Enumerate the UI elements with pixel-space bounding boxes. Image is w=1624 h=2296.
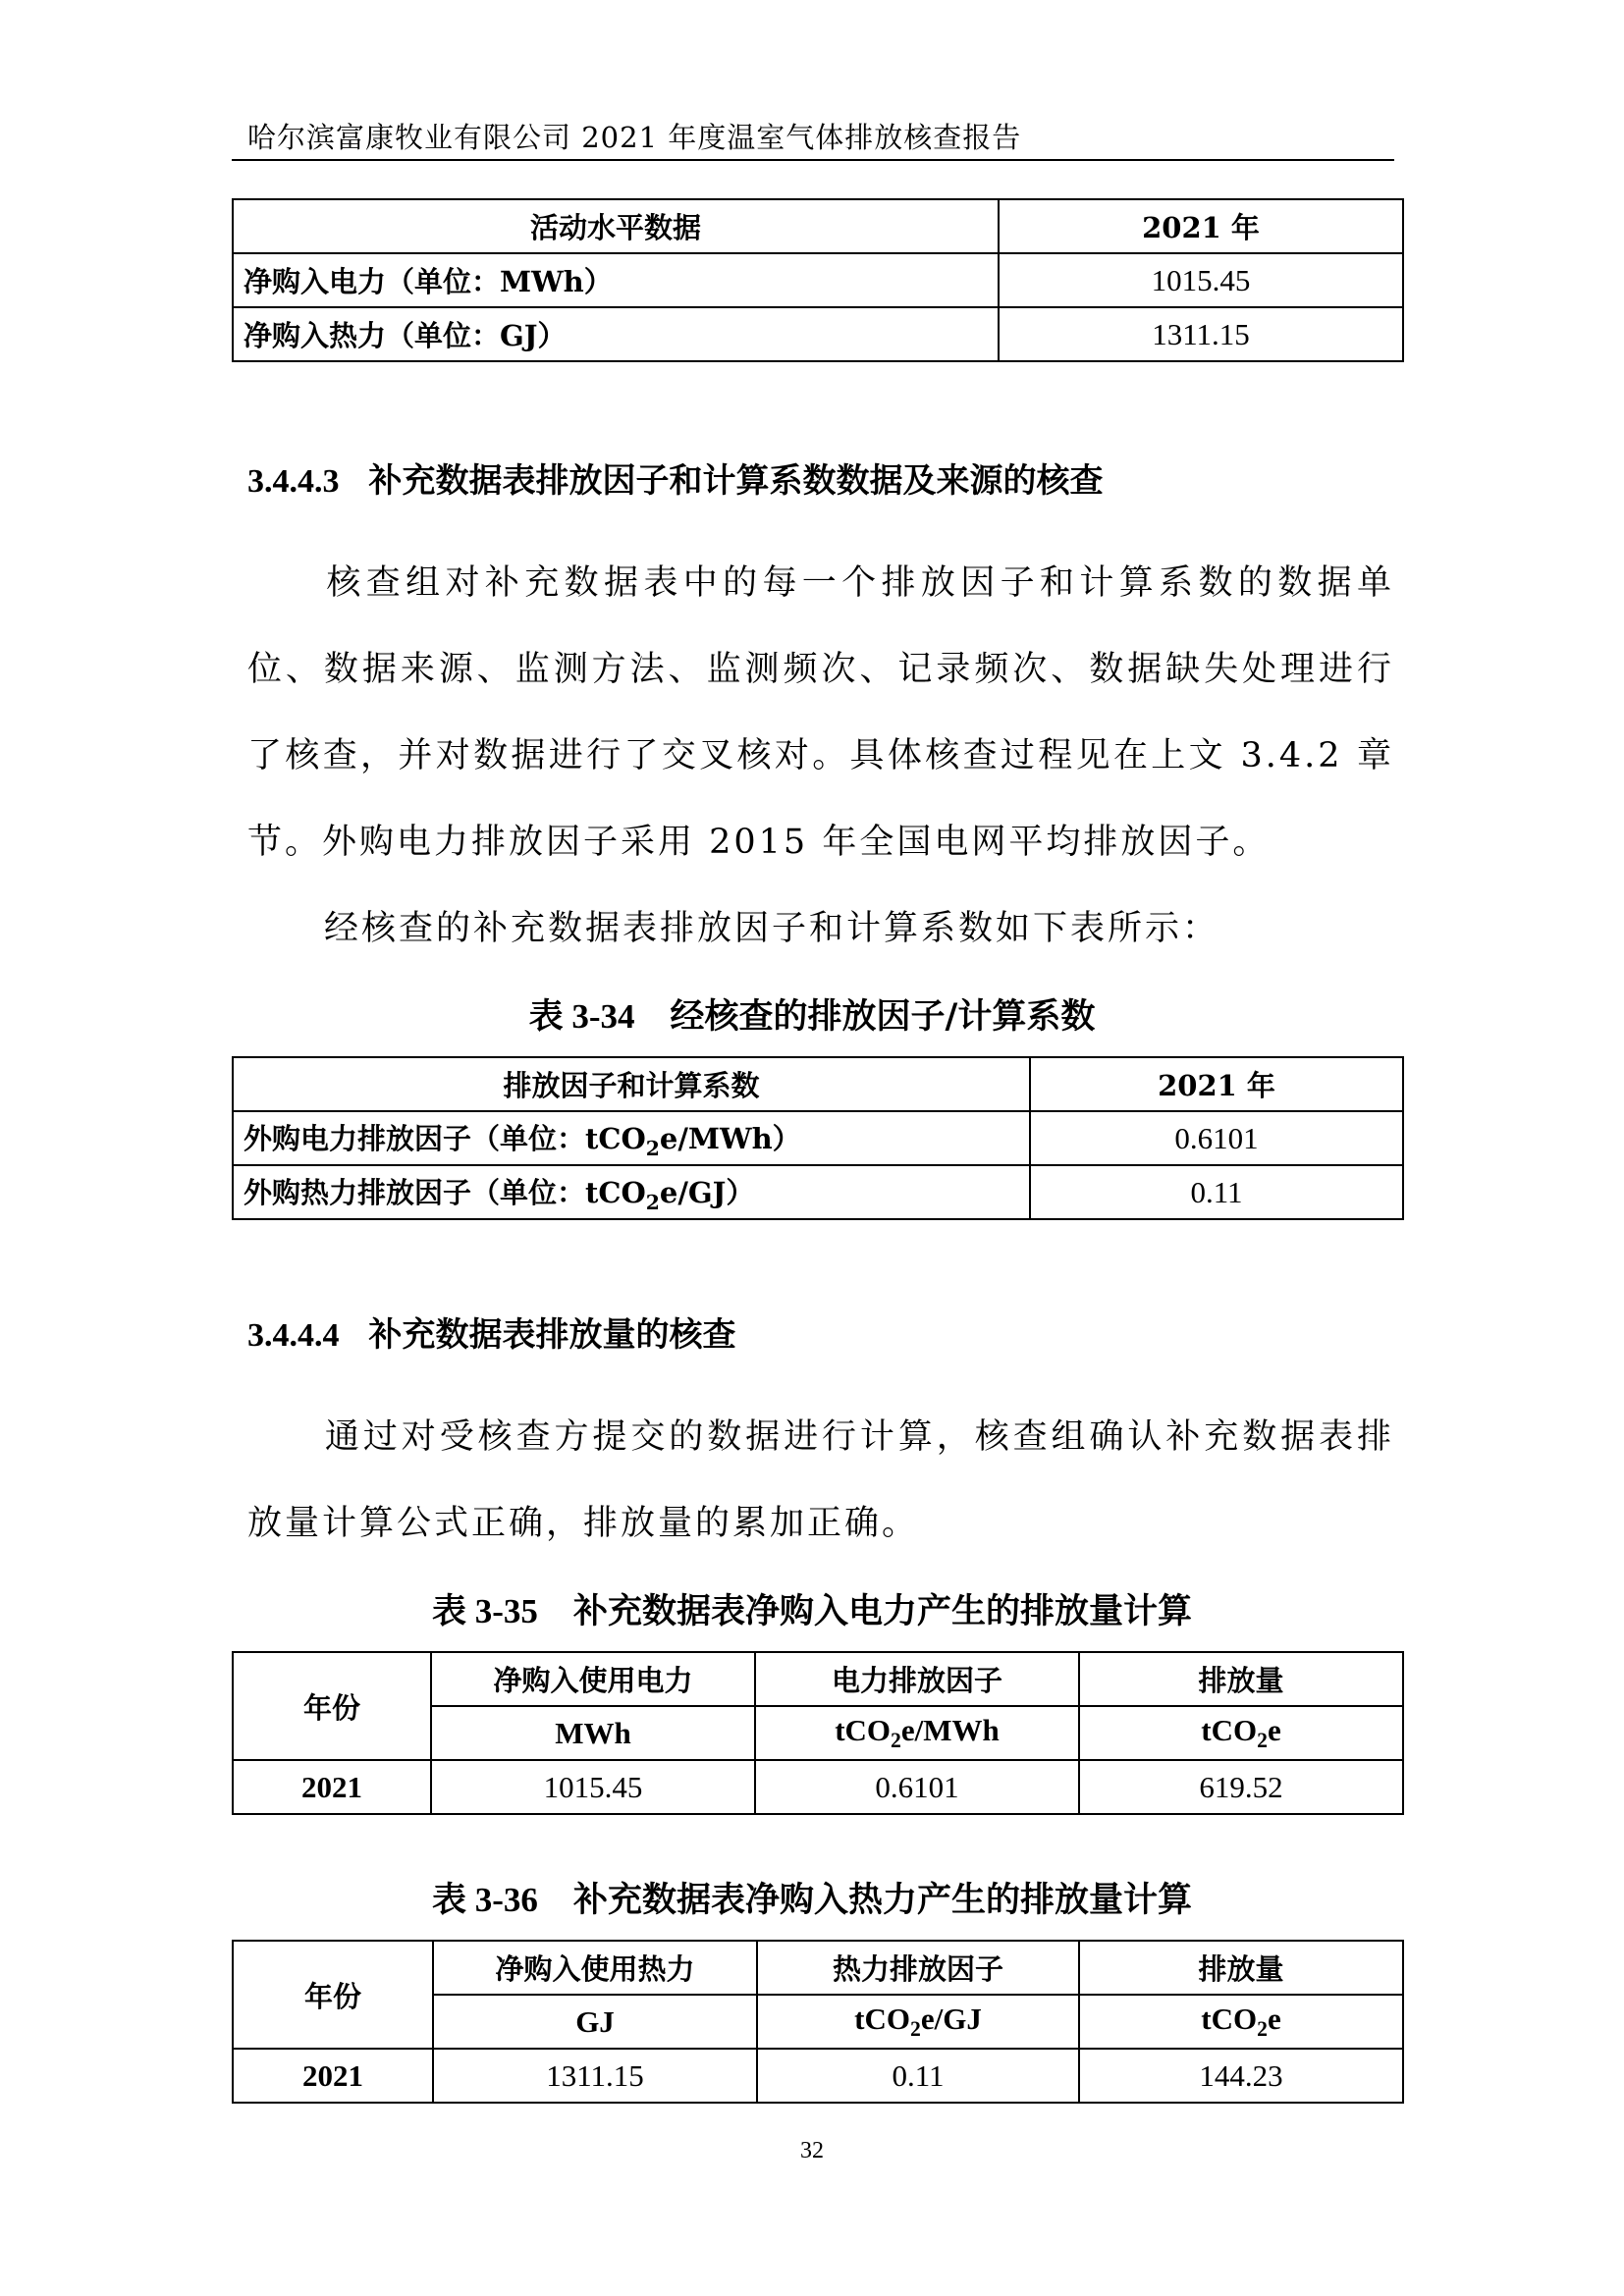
page-header: 哈尔滨富康牧业有限公司 2021 年度温室气体排放核查报告 (247, 121, 1022, 154)
table-unit-cell: tCO$_2$e/GJ (757, 1995, 1079, 2049)
table-cell-label: 净购入热力（单位：GJ） (233, 307, 999, 361)
caption-title: 补充数据表净购入热力产生的排放量计算 (572, 1880, 1192, 1920)
paragraph-text: 经核查的补充数据表排放因子和计算系数如下表所示： (324, 909, 1220, 948)
table-cell-value: 1015.45 (431, 1760, 755, 1814)
table-row (233, 253, 1403, 307)
table-row (233, 1111, 1403, 1165)
section-number: 3.4.4.4 (247, 1317, 340, 1354)
table-header-cell: 电力排放因子 (755, 1652, 1079, 1706)
table-row (233, 1165, 1403, 1219)
table-row (233, 1760, 1403, 1814)
table-header-cell: 排放因子和计算系数 (233, 1057, 1030, 1111)
table-cell-year: 2021 (233, 1760, 431, 1814)
table-header-cell: 排放量 (1079, 1941, 1403, 1995)
electricity-emission-table (232, 1651, 1404, 1815)
table-cell-label: 净购入电力（单位：MWh） (233, 253, 999, 307)
paragraph (247, 1394, 1394, 1567)
table-cell-label: 外购电力排放因子（单位：tCO$_2$e/MWh） (233, 1111, 1030, 1165)
paragraph-text: 核查组对补充数据表中的每一个排放因子和计算系数的数据单位、数据来源、监测方法、监测频次、记录频次、数据缺失处理进行了核查，并对数据进行了交叉核对。具体核查过程见在上文 3.4.2 章节。外购电力排放因子采用 2015 年全国电网平均排放因子。 (247, 563, 1394, 862)
table-unit-cell: GJ (433, 1995, 757, 2049)
table-cell-value: 1311.15 (433, 2049, 757, 2103)
table-caption (0, 1584, 1624, 1633)
paragraph-text: 通过对受核查方提交的数据进行计算，核查组确认补充数据表排放量计算公式正确，排放量的累加正确。 (247, 1417, 1394, 1543)
table-cell-value: 619.52 (1079, 1760, 1403, 1814)
table-header-cell: 净购入使用热力 (433, 1941, 757, 1995)
table-header-row (233, 199, 1403, 253)
section-number: 3.4.4.3 (247, 463, 340, 500)
header-divider (232, 159, 1394, 161)
table-cell-value: 0.6101 (755, 1760, 1079, 1814)
table-header-cell: 2021 年 (999, 199, 1403, 253)
table-cell-year: 2021 (233, 2049, 433, 2103)
paragraph (247, 885, 1394, 972)
table-cell-value: 0.6101 (1030, 1111, 1403, 1165)
table-unit-cell: tCO$_2$e (1079, 1706, 1403, 1760)
table-header-row (233, 1941, 1403, 1995)
table-cell-label: 外购热力排放因子（单位：tCO$_2$e/GJ） (233, 1165, 1030, 1219)
caption-number: 表 3-36 (432, 1881, 538, 1919)
table-caption (0, 1873, 1624, 1922)
table-cell-value: 144.23 (1079, 2049, 1403, 2103)
heat-emission-table (232, 1940, 1404, 2104)
table-header-cell: 热力排放因子 (757, 1941, 1079, 1995)
section-heading (247, 454, 1104, 502)
table-cell-value: 0.11 (1030, 1165, 1403, 1219)
table-row (233, 2049, 1403, 2103)
table-header-cell: 排放量 (1079, 1652, 1403, 1706)
paragraph (247, 540, 1394, 885)
activity-data-table (232, 198, 1404, 362)
caption-number: 表 3-34 (528, 997, 635, 1036)
table-header-cell: 年份 (233, 1652, 431, 1760)
section-title: 补充数据表排放因子和计算系数数据及来源的核查 (368, 461, 1104, 501)
table-cell-value: 1015.45 (999, 253, 1403, 307)
table-unit-cell: tCO$_2$e/MWh (755, 1706, 1079, 1760)
table-row (233, 307, 1403, 361)
table-cell-value: 1311.15 (999, 307, 1403, 361)
section-title: 补充数据表排放量的核查 (368, 1315, 736, 1355)
table-header-cell: 净购入使用电力 (431, 1652, 755, 1706)
caption-title: 经核查的排放因子/计算系数 (670, 996, 1096, 1037)
table-header-row (233, 1652, 1403, 1706)
table-header-row (233, 1057, 1403, 1111)
page-number: 32 (800, 2138, 824, 2163)
table-caption (0, 989, 1624, 1039)
section-heading (247, 1308, 736, 1356)
caption-title: 补充数据表净购入电力产生的排放量计算 (572, 1591, 1192, 1631)
table-unit-cell: MWh (431, 1706, 755, 1760)
emission-factor-table (232, 1056, 1404, 1220)
table-header-cell: 年份 (233, 1941, 433, 2049)
table-header-cell: 2021 年 (1030, 1057, 1403, 1111)
table-header-cell: 活动水平数据 (233, 199, 999, 253)
caption-number: 表 3-35 (432, 1592, 538, 1630)
table-cell-value: 0.11 (757, 2049, 1079, 2103)
table-unit-cell: tCO$_2$e (1079, 1995, 1403, 2049)
